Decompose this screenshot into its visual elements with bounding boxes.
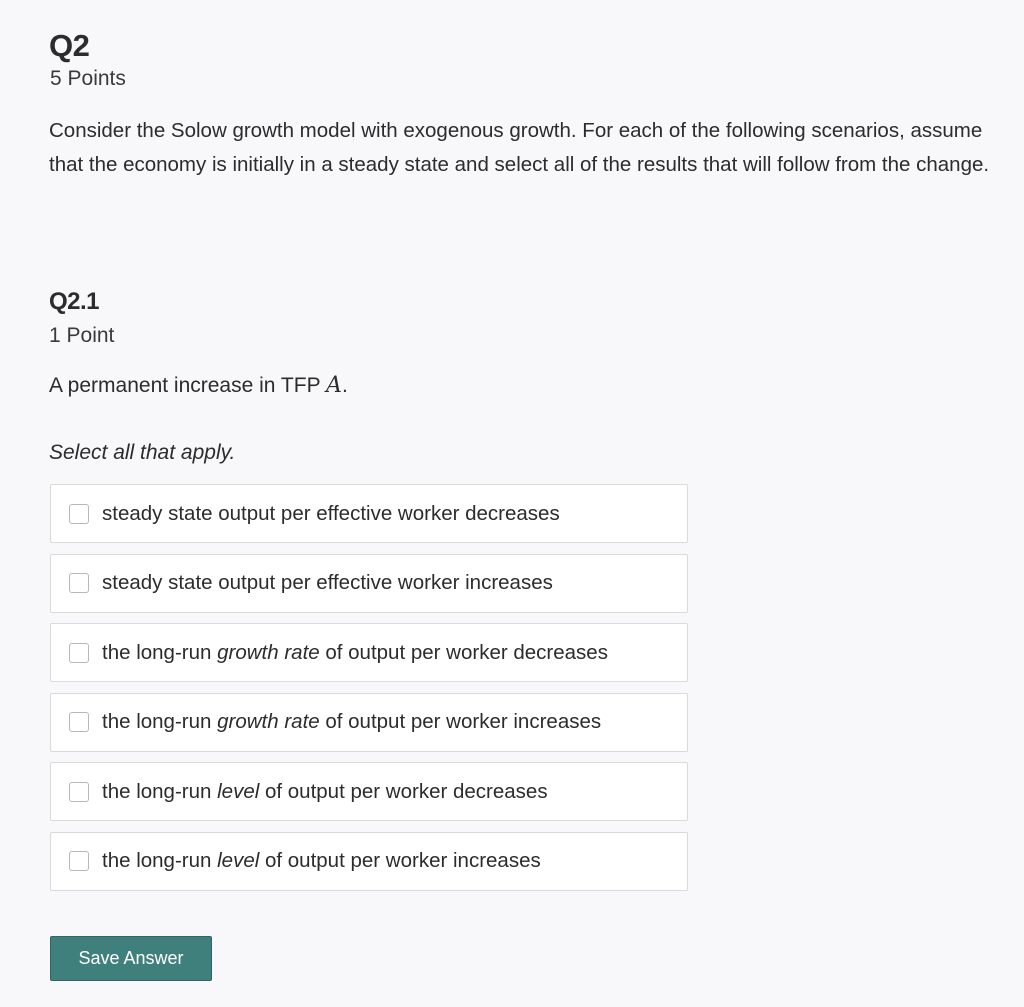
answer-option[interactable] bbox=[50, 623, 688, 682]
checkbox[interactable] bbox=[69, 782, 89, 802]
option-label: the long-run growth rate of output per worker increases bbox=[102, 710, 602, 734]
answer-options bbox=[50, 484, 688, 902]
prompt-math-variable: A bbox=[326, 373, 342, 398]
answer-option[interactable] bbox=[50, 693, 688, 752]
answer-option[interactable] bbox=[50, 554, 688, 613]
option-label: steady state output per effective worker decreases bbox=[102, 501, 560, 525]
checkbox[interactable] bbox=[69, 643, 89, 663]
subquestion-points: 1 Point bbox=[49, 324, 115, 347]
question-title: Q2 bbox=[49, 28, 90, 63]
option-label: the long-run growth rate of output per worker decreases bbox=[102, 640, 608, 664]
checkbox[interactable] bbox=[69, 573, 89, 593]
select-instruction: Select all that apply. bbox=[49, 441, 236, 464]
option-label: steady state output per effective worker increases bbox=[102, 571, 553, 595]
checkbox[interactable] bbox=[69, 712, 89, 732]
checkbox[interactable] bbox=[69, 851, 89, 871]
subquestion-prompt bbox=[49, 373, 348, 398]
prompt-end: . bbox=[341, 374, 348, 397]
prompt-text: A permanent increase in TFP bbox=[49, 374, 327, 397]
save-answer-button[interactable]: Save Answer bbox=[50, 936, 212, 981]
answer-option[interactable] bbox=[50, 762, 688, 821]
question-intro: Consider the Solow growth model with exogenous growth. For each of the following scenarios, assume that the economy is initially in a steady state and select all of the results that will follow from the change. bbox=[49, 119, 990, 176]
option-label: the long-run level of output per worker decreases bbox=[102, 779, 548, 803]
question-points: 5 Points bbox=[50, 67, 126, 90]
checkbox[interactable] bbox=[69, 504, 89, 524]
subquestion-title: Q2.1 bbox=[49, 288, 100, 315]
answer-option[interactable] bbox=[50, 832, 688, 891]
answer-option[interactable] bbox=[50, 484, 688, 543]
option-label: the long-run level of output per worker increases bbox=[102, 849, 541, 873]
